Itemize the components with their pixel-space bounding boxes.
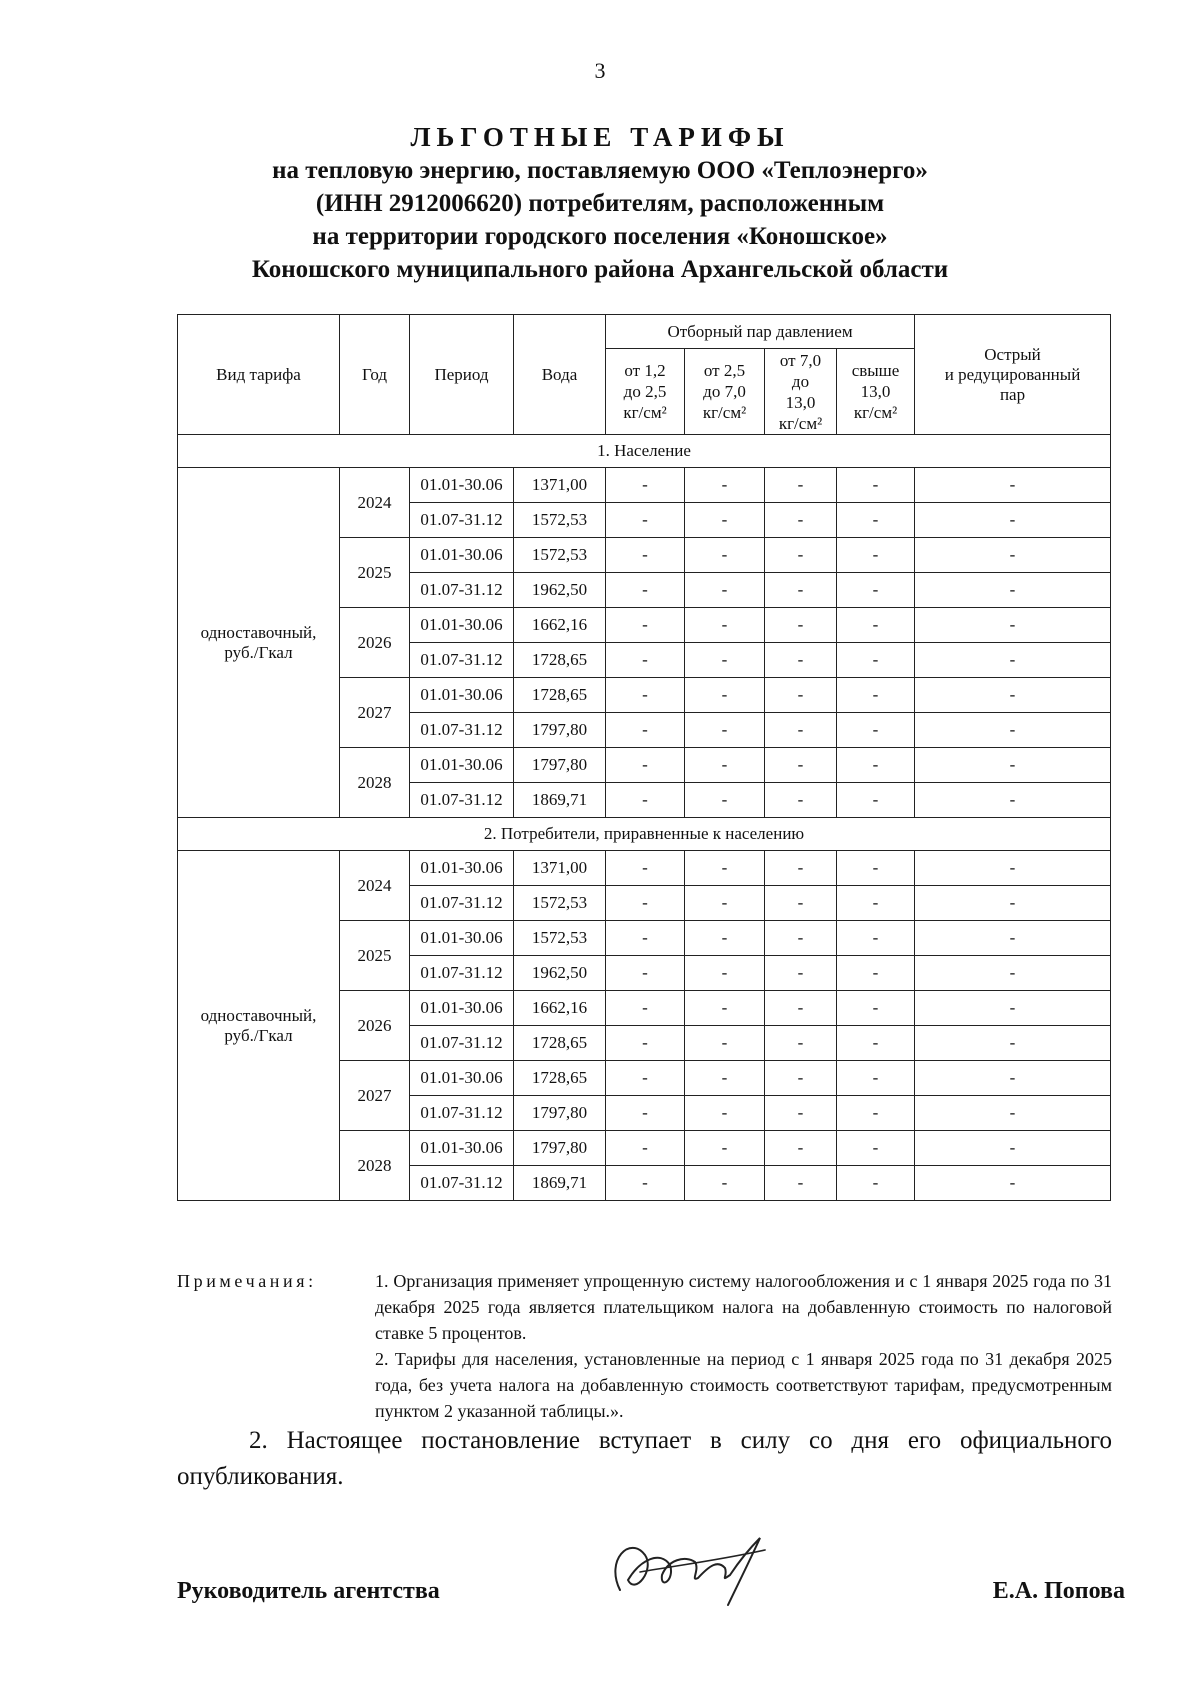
table-row [178, 468, 1111, 503]
period-cell: 01.01-30.06 [410, 851, 514, 886]
header-line: руб./Гкал [224, 1025, 293, 1045]
note-item: 1. Организация применяет упрощенную систему налогообложения и с 1 января 2025 года по 31 декабря 2025 года является плательщиком налога на добавленную стоимость по налоговой ставке 5 процентов. [375, 1271, 1112, 1343]
period-cell: 01.07-31.12 [410, 886, 514, 921]
empty-dash-cell: - [915, 678, 1111, 713]
empty-dash-cell: - [837, 1166, 915, 1201]
header-line: одноставочный, [200, 1005, 317, 1025]
period-cell: 01.07-31.12 [410, 1026, 514, 1061]
year-cell: 2027 [340, 1061, 410, 1131]
empty-dash-cell: - [915, 783, 1111, 818]
empty-dash-cell: - [606, 608, 685, 643]
page-number: 3 [594, 58, 606, 83]
empty-dash-cell: - [837, 713, 915, 748]
water-tariff-cell: 1962,50 [514, 573, 606, 608]
empty-dash-cell: - [765, 678, 837, 713]
empty-dash-cell: - [606, 783, 685, 818]
period-cell: 01.07-31.12 [410, 1166, 514, 1201]
tariff-type-cell [178, 468, 340, 818]
year-cell: 2024 [340, 851, 410, 921]
section-row [178, 435, 1111, 468]
empty-dash-cell: - [765, 886, 837, 921]
section-title: 2. Потребители, приравненные к населению [178, 818, 1111, 851]
period-cell: 01.07-31.12 [410, 503, 514, 538]
period-cell: 01.01-30.06 [410, 991, 514, 1026]
empty-dash-cell: - [685, 1026, 765, 1061]
header-line: кг/см² [778, 413, 823, 433]
section-row [178, 818, 1111, 851]
empty-dash-cell: - [606, 503, 685, 538]
header-line: 13,0 [785, 392, 816, 412]
water-tariff-cell: 1869,71 [514, 783, 606, 818]
water-tariff-cell: 1797,80 [514, 1131, 606, 1166]
water-tariff-cell: 1728,65 [514, 678, 606, 713]
empty-dash-cell: - [765, 783, 837, 818]
empty-dash-cell: - [837, 783, 915, 818]
year-cell: 2027 [340, 678, 410, 748]
title-line: Коношского муниципального района Архангельской области [251, 256, 949, 283]
period-cell: 01.01-30.06 [410, 678, 514, 713]
empty-dash-cell: - [915, 886, 1111, 921]
signer-role: Руководитель агентства [177, 1578, 440, 1604]
empty-dash-cell: - [915, 991, 1111, 1026]
empty-dash-cell: - [765, 538, 837, 573]
empty-dash-cell: - [765, 1096, 837, 1131]
empty-dash-cell: - [685, 503, 765, 538]
empty-dash-cell: - [685, 538, 765, 573]
section-title: 1. Население [178, 435, 1111, 468]
empty-dash-cell: - [685, 643, 765, 678]
empty-dash-cell: - [765, 956, 837, 991]
empty-dash-cell: - [606, 921, 685, 956]
period-cell: 01.01-30.06 [410, 608, 514, 643]
empty-dash-cell: - [606, 573, 685, 608]
header-line: от 7,0 [779, 350, 822, 370]
final-clause: 2. Настоящее постановление вступает в силу со дня его официального опубликования. [177, 1427, 1112, 1490]
header-line: 13,0 [860, 382, 891, 401]
empty-dash-cell: - [765, 468, 837, 503]
water-tariff-cell: 1572,53 [514, 921, 606, 956]
empty-dash-cell: - [606, 1061, 685, 1096]
water-tariff-cell: 1728,65 [514, 1026, 606, 1061]
empty-dash-cell: - [685, 783, 765, 818]
header-tariff-type: Вид тарифа [178, 315, 340, 435]
empty-dash-cell: - [837, 643, 915, 678]
empty-dash-cell: - [765, 851, 837, 886]
empty-dash-cell: - [915, 608, 1111, 643]
header-line: до [791, 371, 810, 391]
year-cell: 2026 [340, 991, 410, 1061]
empty-dash-cell: - [837, 921, 915, 956]
empty-dash-cell: - [915, 1026, 1111, 1061]
empty-dash-cell: - [606, 468, 685, 503]
water-tariff-cell: 1797,80 [514, 1096, 606, 1131]
period-cell: 01.07-31.12 [410, 956, 514, 991]
empty-dash-cell: - [685, 991, 765, 1026]
year-cell: 2028 [340, 1131, 410, 1201]
empty-dash-cell: - [765, 748, 837, 783]
empty-dash-cell: - [765, 643, 837, 678]
empty-dash-cell: - [606, 1026, 685, 1061]
header-period: Период [410, 315, 514, 435]
header-water: Вода [514, 315, 606, 435]
header-steam-group: Отборный пар давлением [606, 315, 915, 349]
water-tariff-cell: 1797,80 [514, 748, 606, 783]
year-cell: 2024 [340, 468, 410, 538]
empty-dash-cell: - [606, 748, 685, 783]
empty-dash-cell: - [606, 956, 685, 991]
water-tariff-cell: 1662,16 [514, 608, 606, 643]
water-tariff-cell: 1371,00 [514, 851, 606, 886]
header-year: Год [340, 315, 410, 435]
title-line: на тепловую энергию, поставляемую ООО «Теплоэнерго» [272, 157, 928, 184]
empty-dash-cell: - [606, 991, 685, 1026]
empty-dash-cell: - [837, 678, 915, 713]
empty-dash-cell: - [915, 503, 1111, 538]
empty-dash-cell: - [915, 921, 1111, 956]
header-steam-col [685, 349, 765, 435]
header-line: пар [999, 384, 1026, 404]
empty-dash-cell: - [837, 1061, 915, 1096]
empty-dash-cell: - [606, 643, 685, 678]
empty-dash-cell: - [915, 538, 1111, 573]
empty-dash-cell: - [685, 573, 765, 608]
water-tariff-cell: 1728,65 [514, 1061, 606, 1096]
empty-dash-cell: - [915, 1061, 1111, 1096]
water-tariff-cell: 1572,53 [514, 538, 606, 573]
year-cell: 2025 [340, 538, 410, 608]
header-steam-col [765, 349, 837, 435]
empty-dash-cell: - [765, 503, 837, 538]
empty-dash-cell: - [915, 1131, 1111, 1166]
header-line: от 1,2 [624, 361, 666, 380]
empty-dash-cell: - [837, 886, 915, 921]
empty-dash-cell: - [765, 573, 837, 608]
tariff-table [177, 314, 1111, 1201]
header-line: кг/см² [702, 403, 747, 422]
header-line: до 2,5 [623, 382, 667, 401]
empty-dash-cell: - [606, 1096, 685, 1131]
empty-dash-cell: - [915, 851, 1111, 886]
header-line: Острый [984, 344, 1041, 364]
year-cell: 2025 [340, 921, 410, 991]
empty-dash-cell: - [685, 1061, 765, 1096]
empty-dash-cell: - [915, 1166, 1111, 1201]
header-line: руб./Гкал [224, 642, 293, 662]
empty-dash-cell: - [765, 1131, 837, 1166]
empty-dash-cell: - [915, 1096, 1111, 1131]
empty-dash-cell: - [837, 608, 915, 643]
header-steam-col [606, 349, 685, 435]
empty-dash-cell: - [685, 851, 765, 886]
signer-name: Е.А. Попова [992, 1578, 1125, 1604]
header-line: от 2,5 [703, 361, 746, 380]
empty-dash-cell: - [685, 1131, 765, 1166]
header-line: кг/см² [853, 403, 898, 422]
header-line: свыше [851, 361, 900, 380]
empty-dash-cell: - [837, 956, 915, 991]
empty-dash-cell: - [837, 538, 915, 573]
empty-dash-cell: - [837, 1096, 915, 1131]
signature [600, 1520, 780, 1610]
empty-dash-cell: - [765, 1061, 837, 1096]
water-tariff-cell: 1728,65 [514, 643, 606, 678]
empty-dash-cell: - [837, 503, 915, 538]
empty-dash-cell: - [606, 713, 685, 748]
empty-dash-cell: - [837, 573, 915, 608]
empty-dash-cell: - [915, 713, 1111, 748]
empty-dash-cell: - [685, 956, 765, 991]
empty-dash-cell: - [685, 713, 765, 748]
period-cell: 01.01-30.06 [410, 1061, 514, 1096]
empty-dash-cell: - [606, 851, 685, 886]
period-cell: 01.01-30.06 [410, 748, 514, 783]
header-steam-col [837, 349, 915, 435]
document-title [150, 120, 1050, 286]
empty-dash-cell: - [606, 1131, 685, 1166]
empty-dash-cell: - [685, 608, 765, 643]
water-tariff-cell: 1797,80 [514, 713, 606, 748]
empty-dash-cell: - [837, 468, 915, 503]
empty-dash-cell: - [765, 921, 837, 956]
header-sharp-steam [915, 315, 1111, 435]
empty-dash-cell: - [685, 1166, 765, 1201]
empty-dash-cell: - [915, 643, 1111, 678]
empty-dash-cell: - [915, 573, 1111, 608]
period-cell: 01.01-30.06 [410, 1131, 514, 1166]
water-tariff-cell: 1869,71 [514, 1166, 606, 1201]
empty-dash-cell: - [837, 851, 915, 886]
title-line: (ИНН 2912006620) потребителям, расположенным [315, 190, 885, 217]
water-tariff-cell: 1572,53 [514, 886, 606, 921]
notes-body [375, 1268, 1112, 1424]
empty-dash-cell: - [915, 468, 1111, 503]
empty-dash-cell: - [765, 608, 837, 643]
period-cell: 01.07-31.12 [410, 783, 514, 818]
period-cell: 01.07-31.12 [410, 713, 514, 748]
note-item: 2. Тарифы для населения, установленные на период с 1 января 2025 года по 31 декабря 2025 года, без учета налога на добавленную стоимость соответствуют тарифам, предусмотренным пунктом 2 указанной таблицы.». [375, 1349, 1112, 1421]
header-line: одноставочный, [200, 622, 317, 642]
period-cell: 01.01-30.06 [410, 921, 514, 956]
empty-dash-cell: - [606, 886, 685, 921]
water-tariff-cell: 1371,00 [514, 468, 606, 503]
empty-dash-cell: - [606, 678, 685, 713]
header-line: кг/см² [623, 403, 667, 422]
header-line: и редуцированный [944, 364, 1081, 384]
notes-label: Примечания: [177, 1271, 317, 1291]
empty-dash-cell: - [837, 991, 915, 1026]
empty-dash-cell: - [606, 538, 685, 573]
empty-dash-cell: - [685, 678, 765, 713]
empty-dash-cell: - [606, 1166, 685, 1201]
year-cell: 2028 [340, 748, 410, 818]
title-main: ЛЬГОТНЫЕ ТАРИФЫ [410, 122, 790, 152]
period-cell: 01.07-31.12 [410, 643, 514, 678]
empty-dash-cell: - [685, 921, 765, 956]
empty-dash-cell: - [765, 991, 837, 1026]
period-cell: 01.01-30.06 [410, 538, 514, 573]
title-line: на территории городского поселения «Коношское» [312, 223, 888, 250]
period-cell: 01.07-31.12 [410, 1096, 514, 1131]
empty-dash-cell: - [915, 956, 1111, 991]
empty-dash-cell: - [765, 1166, 837, 1201]
period-cell: 01.07-31.12 [410, 573, 514, 608]
year-cell: 2026 [340, 608, 410, 678]
empty-dash-cell: - [837, 748, 915, 783]
header-line: до 7,0 [703, 382, 746, 401]
water-tariff-cell: 1662,16 [514, 991, 606, 1026]
empty-dash-cell: - [837, 1131, 915, 1166]
period-cell: 01.01-30.06 [410, 468, 514, 503]
empty-dash-cell: - [765, 713, 837, 748]
empty-dash-cell: - [837, 1026, 915, 1061]
water-tariff-cell: 1962,50 [514, 956, 606, 991]
empty-dash-cell: - [915, 748, 1111, 783]
table-row [178, 851, 1111, 886]
water-tariff-cell: 1572,53 [514, 503, 606, 538]
empty-dash-cell: - [685, 748, 765, 783]
empty-dash-cell: - [685, 886, 765, 921]
empty-dash-cell: - [685, 468, 765, 503]
tariff-type-cell [178, 851, 340, 1201]
empty-dash-cell: - [765, 1026, 837, 1061]
empty-dash-cell: - [685, 1096, 765, 1131]
